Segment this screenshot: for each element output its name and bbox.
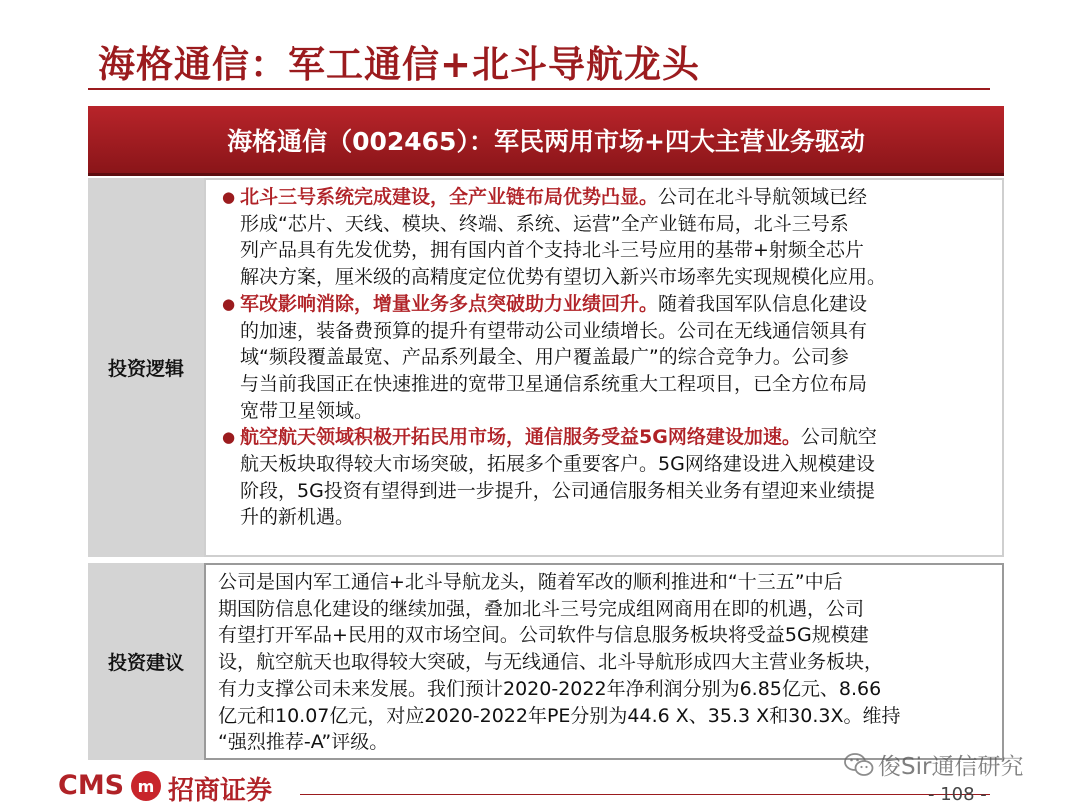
table-header-banner bbox=[88, 106, 1004, 176]
bullet-dot-icon: ● bbox=[222, 188, 236, 206]
investment-logic-label: 投资逻辑 bbox=[88, 178, 204, 557]
advice-text-line: 设，航空航天也取得较大突破，与无线通信、北斗导航形成四大主营业务板块， bbox=[218, 651, 884, 674]
bullet-highlight: 军改影响消除，增量业务多点突破助力业绩回升。 bbox=[240, 292, 659, 315]
bullet-text-line: 的加速，装备费预算的提升有望带动公司业绩增长。公司在无线通信领具有 bbox=[240, 319, 868, 342]
bullet-dot-icon: ● bbox=[222, 294, 236, 313]
bullet-text-line: 与当前我国正在快速推进的宽带卫星通信系统重大工程项目，已全方位布局 bbox=[240, 372, 868, 395]
bullet-item bbox=[222, 424, 994, 531]
bullet-text-line: 宽带卫星领域。 bbox=[240, 399, 374, 422]
bullet-text-line: 航天板块取得较大市场突破，拓展多个重要客户。5G网络建设进入规模建设 bbox=[240, 453, 875, 476]
advice-text-line: 亿元和10.07亿元，对应2020-2022年PE分别为44.6 X、35.3 X和30.3X。维持 bbox=[218, 704, 901, 727]
bullet-text-line: 公司在北斗导航领域已经 bbox=[658, 186, 868, 208]
investment-advice-label: 投资建议 bbox=[88, 563, 204, 760]
advice-text-line: 期国防信息化建设的继续加强，叠加北斗三号完成组网商用在即的机遇，公司 bbox=[218, 597, 865, 620]
bullet-text-line: 公司航空 bbox=[800, 426, 877, 449]
page-title: 海格通信：军工通信+北斗导航龙头 bbox=[98, 43, 701, 86]
advice-text-line: 公司是国内军工通信+北斗导航龙头，随着军改的顺利推进和“十三五”中后 bbox=[218, 571, 843, 593]
bullet-text-line: 升的新机遇。 bbox=[240, 506, 355, 529]
cms-logo-text: CMS bbox=[58, 770, 125, 801]
bullet-highlight: 北斗三号系统完成建设，全产业链布局优势凸显。 bbox=[240, 186, 659, 208]
bullet-text-line: 解决方案，厘米级的高精度定位优势有望切入新兴市场率先实现规模化应用。 bbox=[240, 266, 887, 289]
bullet-text-line: 列产品具有先发优势，拥有国内首个支持北斗三号应用的基带+射频全芯片 bbox=[240, 239, 864, 262]
watermark-text: 俊Sir通信研究 bbox=[878, 754, 1024, 780]
footer-divider bbox=[300, 794, 990, 795]
wechat-watermark bbox=[844, 748, 1023, 781]
bullet-highlight: 航空航天领域积极开拓民用市场，通信服务受益5G网络建设加速。 bbox=[240, 426, 801, 449]
investment-advice-body bbox=[204, 563, 1004, 760]
advice-text-line: 有力支撑公司未来发展。我们预计2020-2022年净利润分别为6.85亿元、8.66 bbox=[218, 677, 882, 700]
advice-text-line: 有望打开军品+民用的双市场空间。公司软件与信息服务板块将受益5G规模建 bbox=[218, 624, 869, 647]
title-divider bbox=[88, 88, 990, 90]
table-header-text: 海格通信（002465）：军民两用市场+四大主营业务驱动 bbox=[227, 126, 865, 156]
cms-emblem-icon: m bbox=[131, 771, 161, 801]
cms-logo-chinese: 招商证券 bbox=[168, 776, 273, 806]
investment-logic-body bbox=[204, 178, 1004, 557]
bullet-item bbox=[222, 291, 994, 425]
bullet-text-line: 形成“芯片、天线、模块、终端、系统、运营”全产业链布局，北斗三号系 bbox=[240, 212, 849, 235]
bullet-dot-icon: ● bbox=[222, 428, 236, 447]
page-number: - 108 - bbox=[928, 784, 987, 805]
advice-text-line: “强烈推荐-A”评级。 bbox=[218, 731, 389, 754]
bullet-item bbox=[222, 184, 994, 291]
wechat-icon bbox=[844, 752, 874, 778]
bullet-text-line: 随着我国军队信息化建设 bbox=[658, 292, 868, 315]
bullet-text-line: 阶段，5G投资有望得到进一步提升，公司通信服务相关业务有望迎来业绩提 bbox=[240, 479, 875, 502]
bullet-text-line: 域“频段覆盖最宽、产品系列最全、用户覆盖最广”的综合竞争力。公司参 bbox=[240, 346, 849, 369]
